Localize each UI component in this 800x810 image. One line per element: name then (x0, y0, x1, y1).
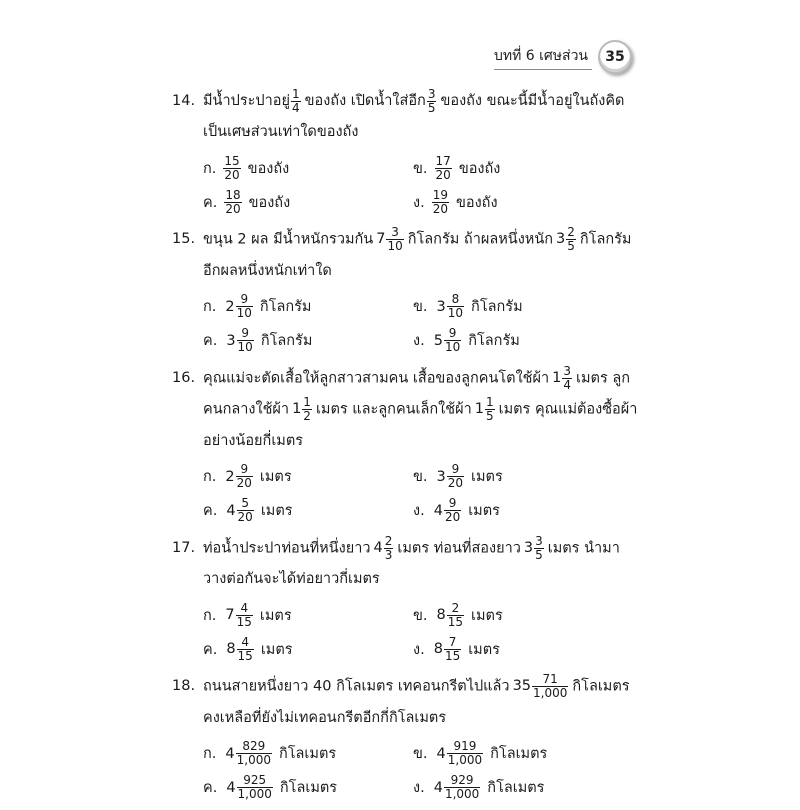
fraction-denominator: 20 (236, 476, 252, 490)
choice-unit: เมตร (260, 641, 293, 658)
fraction-denominator: 2 (303, 409, 311, 423)
mixed-number (373, 224, 408, 255)
choice-unit: กิโลกรัม (471, 299, 523, 315)
choice-unit: เมตร (260, 503, 293, 519)
choice-letter: ง. (413, 641, 425, 658)
fraction-numerator: 5 (241, 496, 249, 510)
fraction-stack (534, 535, 544, 562)
fraction-numerator: 1 (485, 395, 494, 409)
fraction-whole: 35 (512, 678, 532, 694)
mixed-number (472, 394, 499, 425)
fraction-whole: 2 (225, 298, 235, 315)
choice-letter: ข. (413, 299, 428, 315)
fraction-whole: 3 (436, 468, 446, 485)
choice-unit: เมตร (468, 641, 500, 658)
fraction-denominator: 5 (485, 409, 494, 423)
text-segment: ของถัง เปิดน้ำใส่อีก (304, 93, 426, 109)
choice-letter: ค. (203, 641, 218, 658)
text-segment: คุณแม่จะตัดเสื้อให้ลูกสาวสามคน เสื้อของลูกคนโตใช้ผ้า (203, 370, 550, 386)
fraction-numerator: 919 (453, 739, 477, 753)
fraction-stack (432, 189, 449, 216)
page-header (494, 40, 632, 74)
choice-unit: กิโลกรัม (468, 333, 520, 349)
text-segment: ท่อน้ำประปาท่อนที่หนึ่งยาว (203, 540, 371, 556)
question-text (203, 224, 634, 287)
fraction-denominator: 5 (427, 100, 436, 115)
question-number: 18. (172, 678, 196, 694)
fraction-numerator: 3 (563, 363, 572, 378)
answer-choice (203, 495, 413, 527)
question-text-line (203, 564, 634, 595)
fraction-stack (447, 293, 464, 320)
choice-unit: เมตร (259, 469, 292, 485)
mixed-number (371, 533, 398, 564)
fraction-denominator: 5 (567, 239, 575, 253)
fraction-stack (562, 365, 572, 392)
choice-letter: ค. (203, 780, 218, 796)
fraction (222, 155, 244, 182)
mixed-number (521, 533, 548, 564)
text-segment: เมตร และลูกคนเล็กใช้ผ้า (315, 401, 472, 418)
answer-choice (203, 325, 413, 357)
fraction-whole: 3 (556, 231, 566, 247)
fraction-denominator: 3 (384, 547, 393, 562)
fraction-numerator: 4 (241, 634, 249, 649)
fraction-denominator: 15 (237, 648, 253, 663)
fraction-numerator: 71 (542, 672, 558, 686)
answer-choice (413, 152, 643, 184)
fraction-whole: 4 (436, 745, 446, 762)
fraction-whole: 4 (225, 745, 235, 762)
fraction-denominator: 15 (444, 648, 461, 663)
fraction (223, 189, 245, 216)
fraction-denominator: 10 (237, 340, 253, 354)
fraction-numerator: 15 (224, 153, 240, 168)
answer-choice (203, 599, 413, 631)
mixed-number (434, 463, 469, 490)
choice-letter: ข. (413, 607, 428, 624)
fraction-denominator: 20 (237, 510, 253, 524)
question-text-line (203, 703, 634, 734)
choice-letter: ก. (203, 299, 217, 315)
fraction-whole: 3 (436, 298, 446, 315)
question-text-line (203, 224, 634, 256)
fraction-stack (236, 293, 253, 320)
fraction-denominator: 20 (224, 167, 240, 182)
choice-letter: ค. (203, 333, 218, 349)
fraction (290, 88, 305, 115)
question-number: 17. (172, 539, 196, 556)
choice-unit: ของถัง (458, 160, 501, 177)
fraction-stack (237, 636, 254, 663)
text-segment: กิโลกรัม (579, 231, 632, 248)
question-text-line (203, 671, 634, 703)
fraction-stack (444, 636, 461, 663)
answer-choice (203, 152, 413, 184)
question-line (172, 86, 634, 148)
question-text (203, 533, 634, 596)
text-segment: มีน้ำประปาอยู่ (203, 93, 290, 109)
choice-unit: ของถัง (248, 194, 291, 211)
answer-choice (203, 738, 413, 770)
fraction-denominator: 20 (432, 201, 448, 216)
fraction-stack (236, 602, 253, 629)
text-segment: วางต่อกันจะได้ท่อยาวกี่เมตร (203, 571, 380, 587)
choice-unit: กิโลเมตร (279, 780, 338, 796)
fraction-numerator: 2 (451, 600, 460, 615)
fraction-denominator: 10 (447, 306, 464, 320)
fraction-denominator: 1,000 (237, 787, 272, 801)
text-segment: ถนนสายหนึ่งยาว 40 กิโลเมตร เทคอนกรีตไปแล้ว (203, 678, 510, 695)
question-item (172, 224, 634, 357)
fraction-stack (236, 463, 253, 490)
answer-choice (413, 599, 643, 631)
text-segment: เมตร ลูก (576, 370, 631, 386)
question-text-line (203, 86, 634, 117)
choice-unit: กิโลเมตร (278, 746, 337, 762)
mixed-number (223, 636, 258, 663)
question-item (172, 671, 634, 804)
mixed-number (289, 394, 316, 425)
text-segment: กิโลเมตร (572, 678, 630, 695)
answer-choice (203, 291, 413, 323)
answer-choice (413, 291, 643, 323)
choice-letter: ข. (413, 469, 428, 485)
fraction-stack (291, 88, 301, 115)
choice-letter: ก. (203, 607, 217, 624)
choice-unit: เมตร (471, 607, 503, 624)
mixed-number (223, 497, 258, 524)
answer-choice (413, 495, 643, 527)
answer-choice (413, 325, 643, 357)
mixed-number (222, 463, 257, 490)
fraction-stack (566, 226, 576, 253)
fraction-whole: 8 (226, 641, 236, 657)
choice-letter: ง. (413, 780, 425, 796)
text-segment: เมตร นำมา (547, 540, 620, 556)
answer-choice (413, 461, 643, 493)
choice-letter: ข. (413, 160, 428, 177)
choice-unit: ของถัง (247, 160, 290, 177)
fraction-numerator: 929 (450, 773, 474, 787)
mixed-number (223, 327, 258, 354)
question-line (172, 671, 634, 734)
fraction-numerator: 3 (427, 86, 436, 101)
choice-letter: ก. (203, 746, 217, 762)
answer-choice (203, 186, 413, 218)
fraction-numerator: 9 (240, 462, 249, 476)
choice-unit: กิโลเมตร (490, 746, 548, 762)
mixed-number (222, 293, 257, 320)
fraction-numerator: 3 (535, 533, 543, 548)
fraction-whole: 8 (436, 607, 446, 623)
question-line (172, 224, 634, 287)
answer-choices (172, 599, 634, 665)
fraction-stack (447, 602, 464, 629)
fraction-whole: 8 (433, 641, 443, 657)
fraction-numerator: 1 (291, 86, 300, 101)
fraction-numerator: 9 (240, 292, 249, 306)
fraction-numerator: 4 (240, 600, 249, 615)
choice-unit: ของถัง (455, 194, 498, 211)
mixed-number (553, 224, 580, 255)
text-segment: กิโลกรัม ถ้าผลหนึ่งหนัก (407, 231, 554, 248)
mixed-number (222, 740, 276, 767)
fraction-denominator: 1,000 (236, 753, 271, 767)
fraction-numerator: 7 (448, 634, 457, 649)
text-segment: เมตร ท่อนที่สองยาว (397, 540, 521, 556)
fraction-stack (447, 740, 483, 767)
question-text-line (203, 363, 637, 395)
question-text (203, 671, 634, 734)
choice-unit: เมตร (471, 469, 503, 485)
text-segment: เป็นเศษส่วนเท่าใดของถัง (203, 124, 359, 140)
fraction-numerator: 17 (435, 153, 451, 168)
fraction-denominator: 20 (447, 476, 464, 490)
question-text-line (203, 426, 637, 457)
answer-choices (172, 738, 634, 804)
fraction-whole: 3 (523, 539, 534, 556)
question-number: 15. (172, 231, 196, 247)
fraction-denominator: 10 (444, 340, 461, 354)
fraction-denominator: 10 (387, 239, 403, 253)
mixed-number (431, 636, 466, 663)
fraction-whole: 7 (225, 607, 235, 623)
question-item (172, 363, 638, 527)
page-number-badge: 35 (598, 40, 632, 74)
fraction-denominator: 10 (236, 306, 252, 320)
text-segment: คนกลางใช้ผ้า (203, 401, 290, 418)
fraction-stack (435, 155, 452, 182)
answer-choices (172, 152, 634, 218)
fraction-whole: 4 (373, 539, 383, 556)
answer-choice (413, 738, 643, 770)
fraction-stack (224, 189, 241, 216)
fraction-stack (447, 463, 464, 490)
question-number: 14. (172, 93, 196, 109)
fraction-whole: 4 (226, 502, 236, 519)
fraction-stack (444, 327, 461, 354)
text-segment: ของถัง ขณะนี้มีน้ำอยู่ในถังคิด (440, 93, 625, 109)
fraction-numerator: 2 (384, 533, 393, 548)
fraction-denominator: 5 (535, 547, 543, 562)
mixed-number (434, 602, 469, 629)
answer-choice (413, 633, 643, 665)
question-text (203, 363, 637, 457)
choice-letter: ค. (203, 503, 218, 519)
fraction-whole: 2 (225, 468, 235, 485)
answer-choices (172, 461, 634, 527)
question-list (172, 86, 638, 810)
fraction-whole: 4 (433, 779, 443, 796)
question-line (172, 363, 638, 457)
text-segment: อีกผลหนึ่งหนักเท่าใด (203, 262, 332, 279)
fraction-whole: 1 (292, 401, 302, 417)
answer-choice (203, 461, 413, 493)
fraction-denominator: 1,000 (447, 753, 483, 767)
fraction-stack (532, 673, 568, 700)
fraction-numerator: 9 (451, 462, 460, 476)
fraction-stack (236, 740, 272, 767)
answer-choices (172, 291, 634, 357)
fraction-denominator: 20 (435, 167, 451, 182)
choice-unit: กิโลกรัม (259, 299, 312, 315)
fraction (434, 155, 456, 182)
fraction-whole: 1 (474, 401, 484, 417)
fraction-stack (223, 155, 240, 182)
answer-choice (203, 633, 413, 665)
fraction-numerator: 3 (391, 225, 399, 239)
choice-letter: ค. (203, 194, 218, 211)
question-number: 16. (172, 369, 196, 386)
text-segment: อย่างน้อยกี่เมตร (203, 432, 304, 449)
mixed-number (434, 740, 488, 767)
fraction (431, 189, 453, 216)
mixed-number (431, 497, 466, 524)
question-line (172, 533, 634, 596)
fraction-denominator: 15 (236, 614, 252, 629)
question-text-line (203, 533, 634, 565)
fraction-whole: 7 (376, 231, 386, 247)
fraction-denominator: 1,000 (444, 787, 480, 801)
answer-choice (413, 186, 643, 218)
fraction-whole: 3 (226, 332, 236, 349)
fraction-denominator: 20 (444, 510, 461, 524)
mixed-number (434, 293, 469, 320)
choice-letter: ง. (413, 503, 425, 519)
mixed-number (549, 363, 576, 394)
fraction-denominator: 4 (291, 100, 300, 115)
fraction-stack (427, 88, 437, 115)
text-segment: ขนุน 2 ผล มีน้ำหนักรวมกัน (203, 231, 374, 248)
choice-letter: ง. (413, 333, 425, 349)
fraction-stack (237, 774, 273, 801)
choice-unit: เมตร (259, 607, 292, 624)
fraction-whole: 5 (433, 332, 443, 349)
answer-choice (413, 772, 643, 804)
mixed-number (222, 602, 257, 629)
mixed-number (223, 774, 277, 801)
choice-unit: กิโลเมตร (487, 780, 545, 796)
fraction-numerator: 9 (448, 496, 457, 510)
mixed-number (431, 774, 485, 801)
choice-letter: ง. (413, 194, 425, 211)
question-text-line (203, 394, 637, 426)
chapter-title: บทที่ 6 เศษส่วน (494, 45, 592, 70)
text-segment: เมตร คุณแม่ต้องซื้อผ้า (498, 401, 638, 418)
fraction-stack (237, 497, 254, 524)
fraction-denominator: 1,000 (533, 686, 568, 700)
fraction-stack (485, 396, 495, 423)
fraction-stack (386, 226, 403, 253)
fraction-numerator: 19 (432, 187, 448, 202)
choice-letter: ข. (413, 746, 428, 762)
fraction-denominator: 20 (225, 201, 241, 216)
fraction-denominator: 4 (563, 377, 572, 392)
answer-choice (203, 772, 413, 804)
question-text-line (203, 117, 634, 148)
choice-letter: ก. (203, 469, 217, 485)
fraction-whole: 4 (226, 779, 236, 796)
mixed-number (431, 327, 466, 354)
question-text (203, 86, 634, 148)
fraction-whole: 4 (433, 502, 443, 519)
fraction-stack (237, 327, 254, 354)
fraction-stack (444, 497, 461, 524)
fraction-stack (444, 774, 480, 801)
fraction (426, 88, 441, 115)
fraction-numerator: 829 (242, 739, 266, 753)
choice-unit: เมตร (468, 503, 500, 519)
fraction-numerator: 925 (243, 773, 267, 787)
fraction-numerator: 9 (241, 326, 249, 340)
fraction-whole: 1 (552, 369, 562, 386)
fraction-numerator: 2 (567, 225, 575, 239)
fraction-stack (384, 535, 394, 562)
text-segment: คงเหลือที่ยังไม่เทคอนกรีตอีกกี่กิโลเมตร (203, 709, 447, 726)
choice-unit: กิโลกรัม (260, 333, 313, 349)
fraction-numerator: 9 (448, 326, 457, 340)
question-item (172, 86, 634, 218)
fraction-numerator: 1 (303, 395, 311, 409)
fraction-stack (302, 396, 312, 423)
question-text-line (203, 256, 634, 287)
fraction-numerator: 8 (451, 292, 460, 306)
mixed-number (510, 671, 573, 702)
choice-letter: ก. (203, 160, 217, 177)
question-item (172, 533, 634, 666)
fraction-numerator: 18 (225, 187, 241, 202)
fraction-denominator: 15 (447, 614, 464, 629)
